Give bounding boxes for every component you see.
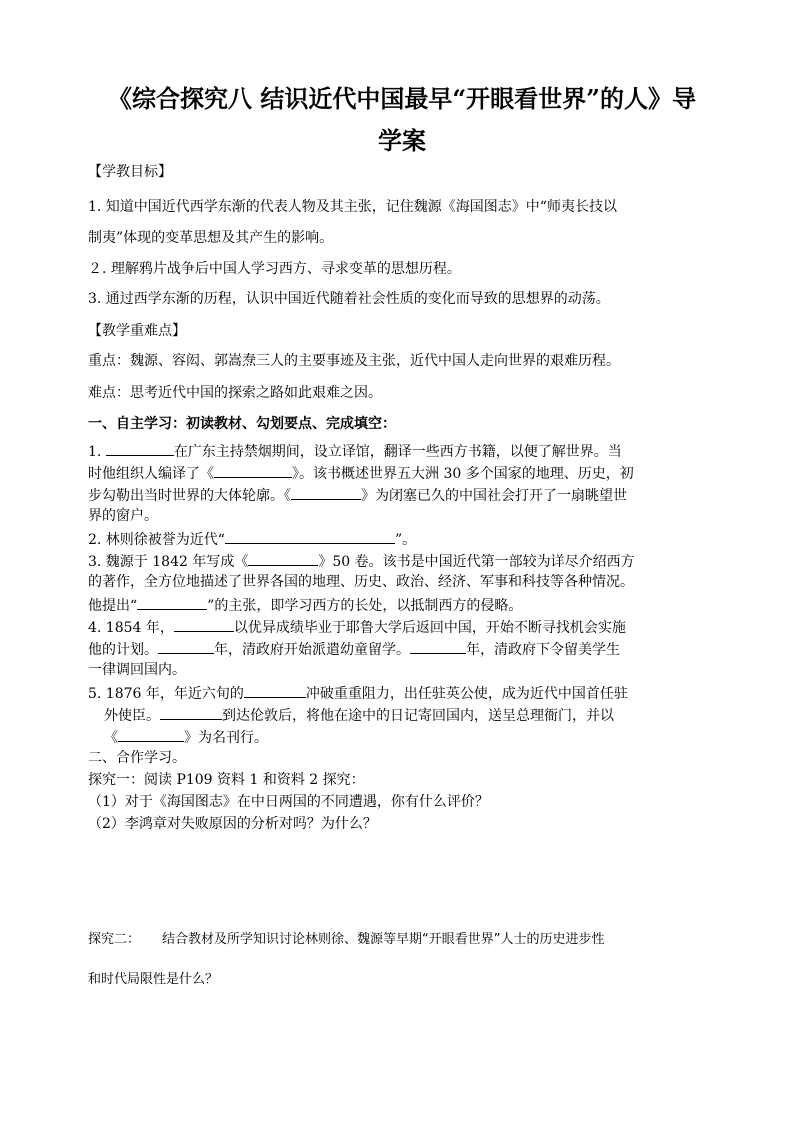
fill-blank[interactable]: [160, 705, 222, 720]
objective-3: 3. 通过西学东渐的历程，认识中国近代随着社会性质的变化而导致的思想界的动荡。: [88, 291, 610, 307]
question-5-line2: [104, 705, 744, 725]
difficult-points: 难点：思考近代中国的探索之路如此艰难之因。: [88, 385, 382, 401]
question-4-line3: 一律调回国内。: [88, 662, 186, 678]
question-1-text: 》为闭塞已久的中国社会打开了一扇眺望世: [361, 488, 627, 504]
question-3-text: 3. 魏源于 1842 年写成《: [88, 554, 249, 570]
objective-2: ２. 理解鸦片战争后中国人学习西方、寻求变革的思想历程。: [88, 261, 461, 277]
fill-blank[interactable]: [248, 551, 318, 566]
inquiry-2-line1: [88, 931, 728, 949]
question-3-text: ”的主张，即学习西方的长处，以抵制西方的侵略。: [207, 598, 523, 614]
question-1-text: 在广东主持禁烟期间，设立译馆，翻译一些西方书籍，以便了解世界。当: [173, 444, 622, 460]
objective-1-line1: 1. 知道中国近代西学东渐的代表人物及其主张，记住魏源《海国图志》中“师夷长技以: [88, 199, 617, 215]
question-3-text: 他提出“: [88, 598, 138, 614]
self-study-heading: 一、自主学习：初读教材、勾划要点、完成填空：: [88, 416, 396, 432]
question-4-text: 以优异成绩毕业于耶鲁大学后返回中国，开始不断寻找机会实施: [233, 620, 626, 636]
question-1-line4: 界的窗户。: [88, 508, 158, 524]
fill-blank[interactable]: [118, 727, 184, 742]
question-1-text: 时他组织人编译了《: [88, 466, 214, 482]
question-4-text: 年，清政府下令留美学生: [466, 642, 620, 658]
inquiry-1: 探究一：阅读 P109 资料 1 和资料 2 探究：: [88, 772, 365, 788]
fill-blank[interactable]: [410, 639, 466, 654]
question-5-text: 》为名刊行。: [184, 730, 268, 746]
question-4-text: 年，清政府开始派遣幼童留学。: [214, 642, 410, 658]
question-5-text: 5. 1876 年，年近六旬的: [88, 686, 244, 702]
question-1-line1: [88, 441, 728, 461]
question-4-line2: [88, 639, 728, 659]
question-1-text: 》。该书概述世界五大洲 30 多个国家的地理、历史，初: [292, 466, 634, 482]
question-4-text: 他的计划。: [88, 642, 158, 658]
question-1-line3: [88, 485, 728, 505]
document-title-line1: 《综合探究八 结识近代中国最早“开眼看世界”的人》导: [108, 84, 696, 113]
question-4-text: 4. 1854 年，: [88, 620, 174, 636]
objective-1-line2: 制夷”体现的变革思想及其产生的影响。: [88, 230, 334, 246]
question-5-line3: [104, 727, 744, 747]
question-5-text: 《: [104, 730, 118, 746]
fill-blank[interactable]: [106, 441, 174, 456]
question-3-text: 》50 卷。该书是中国近代第一部较为详尽介绍西方: [318, 554, 635, 570]
fill-blank[interactable]: [225, 529, 395, 544]
document-title-line2: 学案: [378, 126, 426, 155]
fill-blank[interactable]: [244, 683, 306, 698]
objectives-heading: 【学教目标】: [88, 164, 172, 180]
question-5-text: 冲破重重阻力，出任驻英公使，成为近代中国首任驻: [305, 686, 628, 702]
question-5-line1: [88, 683, 728, 703]
fill-blank[interactable]: [137, 595, 207, 610]
question-4-line1: [88, 617, 728, 637]
question-3-line2: 的著作，全方位地描述了世界各国的地理、历史、政治、经济、军事和科技等各种情况。: [88, 574, 634, 590]
question-3-line1: [88, 551, 728, 571]
question-2-text: 2. 林则徐被誉为近代“: [88, 532, 225, 548]
difficulties-heading: 【教学重难点】: [88, 323, 186, 339]
fill-blank[interactable]: [214, 463, 292, 478]
question-2-text: ”。: [394, 532, 417, 548]
question-1-line2: [88, 463, 728, 483]
fill-blank[interactable]: [158, 639, 214, 654]
key-points: 重点：魏源、容闳、郭嵩焘三人的主要事迹及主张，近代中国人走向世界的艰难历程。: [88, 353, 620, 369]
question-5-text: 外使臣。: [104, 708, 160, 724]
inquiry-2-label: 探究二：: [88, 932, 141, 947]
question-3-line3: [88, 595, 728, 615]
question-2: [88, 529, 728, 549]
inquiry-2-line2: 和时代局限性是什么？: [88, 972, 219, 987]
question-1-text: 步勾勒出当时世界的大体轮廓。《: [88, 488, 291, 504]
fill-blank[interactable]: [174, 617, 234, 632]
question-5-text: 到达伦敦后，将他在途中的日记寄回国内，送呈总理衙门，并以: [222, 708, 614, 724]
cooperation-heading: 二、合作学习。: [88, 750, 186, 766]
question-1-number: 1.: [88, 444, 102, 460]
fill-blank[interactable]: [291, 485, 361, 500]
inquiry-1-question-1: （1）对于《海国图志》在中日两国的不同遭遇，你有什么评价？: [88, 794, 489, 810]
inquiry-1-question-2: （2）李鸿章对失败原因的分析对吗？为什么？: [88, 816, 377, 832]
inquiry-2-text: 结合教材及所学知识讨论林则徐、魏源等早期“开眼看世界”人士的历史进步性: [162, 932, 605, 947]
